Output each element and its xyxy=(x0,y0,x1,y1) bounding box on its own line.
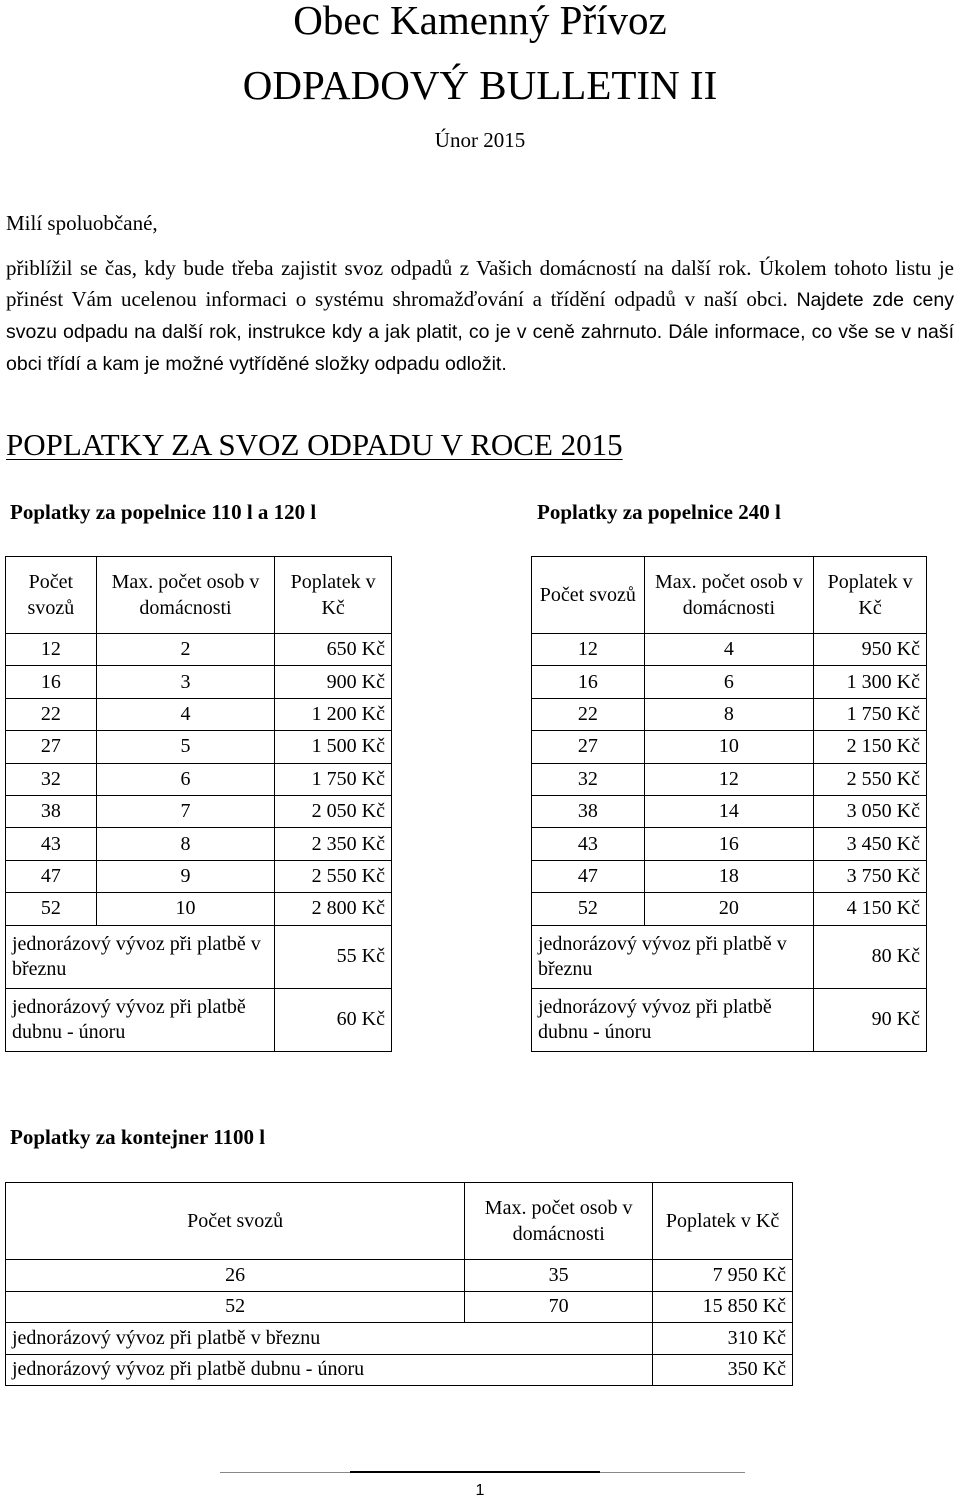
cell-persons: 10 xyxy=(644,731,814,763)
once-label: jednorázový vývoz při platbě v březnu xyxy=(6,1323,653,1355)
cell-price: 1 750 Kč xyxy=(275,763,392,795)
cell-price: 2 050 Kč xyxy=(275,795,392,827)
cell-collections: 32 xyxy=(6,763,97,795)
header-cell: Max. počet osob v domácnosti xyxy=(96,557,274,634)
table-row xyxy=(532,698,927,730)
once-label: jednorázový vývoz při platbě v březnu xyxy=(6,925,275,988)
table-body-240l xyxy=(532,634,927,926)
header-cell: Poplatek v Kč xyxy=(814,557,927,634)
header-cell: Počet svozů xyxy=(6,557,97,634)
table-row xyxy=(6,925,392,988)
once-price: 90 Kč xyxy=(814,988,927,1051)
table-row xyxy=(6,763,392,795)
cell-persons: 12 xyxy=(644,763,814,795)
document-subtitle: ODPADOVÝ BULLETIN II xyxy=(242,62,718,108)
cell-price: 2 150 Kč xyxy=(814,731,927,763)
table-row xyxy=(532,860,927,892)
cell-persons: 70 xyxy=(465,1291,653,1323)
cell-collections: 52 xyxy=(6,893,97,925)
cell-collections: 52 xyxy=(532,893,645,925)
table-row xyxy=(6,893,392,925)
table-row xyxy=(6,698,392,730)
cell-persons: 20 xyxy=(644,893,814,925)
cell-price: 2 350 Kč xyxy=(275,828,392,860)
cell-collections: 12 xyxy=(532,634,645,666)
once-label: jednorázový vývoz při platbě v březnu xyxy=(532,925,814,988)
cell-collections: 38 xyxy=(6,795,97,827)
footer-divider-accent xyxy=(350,1471,600,1473)
table-row xyxy=(532,828,927,860)
caption-1100l: Poplatky za kontejner 1100 l xyxy=(10,1125,266,1149)
fees-table-120l xyxy=(5,556,392,1052)
cell-collections: 43 xyxy=(532,828,645,860)
intro-paragraph xyxy=(6,253,954,380)
caption-240l: Poplatky za popelnice 240 l xyxy=(537,500,781,524)
cell-price: 2 550 Kč xyxy=(275,860,392,892)
cell-price: 7 950 Kč xyxy=(653,1260,793,1292)
header-cell: Počet svozů xyxy=(6,1183,465,1260)
header-cell: Poplatek v Kč xyxy=(653,1183,793,1260)
cell-collections: 26 xyxy=(6,1260,465,1292)
table-row xyxy=(6,828,392,860)
table-row xyxy=(6,666,392,698)
header-cell: Poplatek v Kč xyxy=(275,557,392,634)
cell-price: 3 050 Kč xyxy=(814,795,927,827)
header-cell: Max. počet osob v domácnosti xyxy=(644,557,814,634)
table-row xyxy=(6,1260,793,1292)
table-row xyxy=(6,795,392,827)
cell-persons: 2 xyxy=(96,634,274,666)
cell-collections: 27 xyxy=(6,731,97,763)
table-row xyxy=(532,763,927,795)
table-row xyxy=(6,1323,793,1355)
cell-persons: 10 xyxy=(96,893,274,925)
cell-price: 1 200 Kč xyxy=(275,698,392,730)
cell-persons: 35 xyxy=(465,1260,653,1292)
once-label: jednorázový vývoz při platbě dubnu - únoru xyxy=(532,988,814,1051)
cell-persons: 6 xyxy=(96,763,274,795)
cell-price: 4 150 Kč xyxy=(814,893,927,925)
cell-collections: 52 xyxy=(6,1291,465,1323)
cell-persons: 5 xyxy=(96,731,274,763)
issue-date: Únor 2015 xyxy=(434,128,526,152)
cell-persons: 7 xyxy=(96,795,274,827)
cell-collections: 27 xyxy=(532,731,645,763)
fees-table-240l xyxy=(531,556,927,1052)
table-header-row xyxy=(532,557,927,634)
document-title: Obec Kamenný Přívoz xyxy=(293,0,667,43)
table-row xyxy=(6,1354,793,1386)
cell-collections: 16 xyxy=(6,666,97,698)
cell-collections: 32 xyxy=(532,763,645,795)
cell-collections: 12 xyxy=(6,634,97,666)
cell-price: 950 Kč xyxy=(814,634,927,666)
cell-persons: 8 xyxy=(644,698,814,730)
header-cell: Max. počet osob v domácnosti xyxy=(465,1183,653,1260)
once-price: 350 Kč xyxy=(653,1354,793,1386)
cell-persons: 9 xyxy=(96,860,274,892)
table-header-row xyxy=(6,1183,793,1260)
table-row xyxy=(6,731,392,763)
cell-persons: 14 xyxy=(644,795,814,827)
cell-price: 1 750 Kč xyxy=(814,698,927,730)
table-row xyxy=(532,893,927,925)
header-cell: Počet svozů xyxy=(532,557,645,634)
cell-persons: 8 xyxy=(96,828,274,860)
fees-table-1100l xyxy=(5,1182,793,1386)
table-row xyxy=(532,988,927,1051)
table-row xyxy=(532,795,927,827)
cell-price: 1 300 Kč xyxy=(814,666,927,698)
intro-text-serif: přiblížil se čas, kdy bude třeba zajistit svoz odpadů z Vašich domácností na další rok. Úkolem tohoto listu je přinést Vám ucelenou informaci o systému shromažďování a třídění odpadů v naší obci. xyxy=(6,256,954,311)
cell-price: 1 500 Kč xyxy=(275,731,392,763)
once-price: 310 Kč xyxy=(653,1323,793,1355)
once-price: 80 Kč xyxy=(814,925,927,988)
cell-price: 2 800 Kč xyxy=(275,893,392,925)
cell-collections: 43 xyxy=(6,828,97,860)
cell-price: 2 550 Kč xyxy=(814,763,927,795)
page-number: 1 xyxy=(475,1482,485,1499)
cell-collections: 16 xyxy=(532,666,645,698)
once-price: 60 Kč xyxy=(275,988,392,1051)
cell-collections: 22 xyxy=(532,698,645,730)
cell-collections: 47 xyxy=(6,860,97,892)
intro-text-sans: Najdete zde ceny svozu odpadu na další rok, instrukce kdy a jak platit, co je v ceně zahrnuto. Dále informace, co vše se v naší obci třídí a kam je možné vytříděné složky odpadu odložit. xyxy=(6,289,954,375)
table-row xyxy=(532,731,927,763)
cell-persons: 18 xyxy=(644,860,814,892)
cell-price: 900 Kč xyxy=(275,666,392,698)
cell-collections: 38 xyxy=(532,795,645,827)
table-row xyxy=(6,1291,793,1323)
table-header-row xyxy=(6,557,392,634)
cell-persons: 4 xyxy=(644,634,814,666)
table-row xyxy=(532,925,927,988)
cell-persons: 6 xyxy=(644,666,814,698)
cell-collections: 47 xyxy=(532,860,645,892)
once-label: jednorázový vývoz při platbě dubnu - únoru xyxy=(6,988,275,1051)
cell-collections: 22 xyxy=(6,698,97,730)
caption-120l: Poplatky za popelnice 110 l a 120 l xyxy=(10,500,317,524)
cell-persons: 4 xyxy=(96,698,274,730)
cell-persons: 16 xyxy=(644,828,814,860)
table-row xyxy=(532,634,927,666)
greeting: Milí spoluobčané, xyxy=(6,211,158,235)
table-row xyxy=(6,860,392,892)
fees-section-heading: POPLATKY ZA SVOZ ODPADU V ROCE 2015 xyxy=(6,427,623,462)
cell-price: 15 850 Kč xyxy=(653,1291,793,1323)
table-row xyxy=(6,634,392,666)
table-body-120l xyxy=(6,634,392,926)
table-row xyxy=(532,666,927,698)
cell-price: 650 Kč xyxy=(275,634,392,666)
cell-price: 3 750 Kč xyxy=(814,860,927,892)
once-label: jednorázový vývoz při platbě dubnu - únoru xyxy=(6,1354,653,1386)
cell-price: 3 450 Kč xyxy=(814,828,927,860)
cell-persons: 3 xyxy=(96,666,274,698)
once-price: 55 Kč xyxy=(275,925,392,988)
table-row xyxy=(6,988,392,1051)
